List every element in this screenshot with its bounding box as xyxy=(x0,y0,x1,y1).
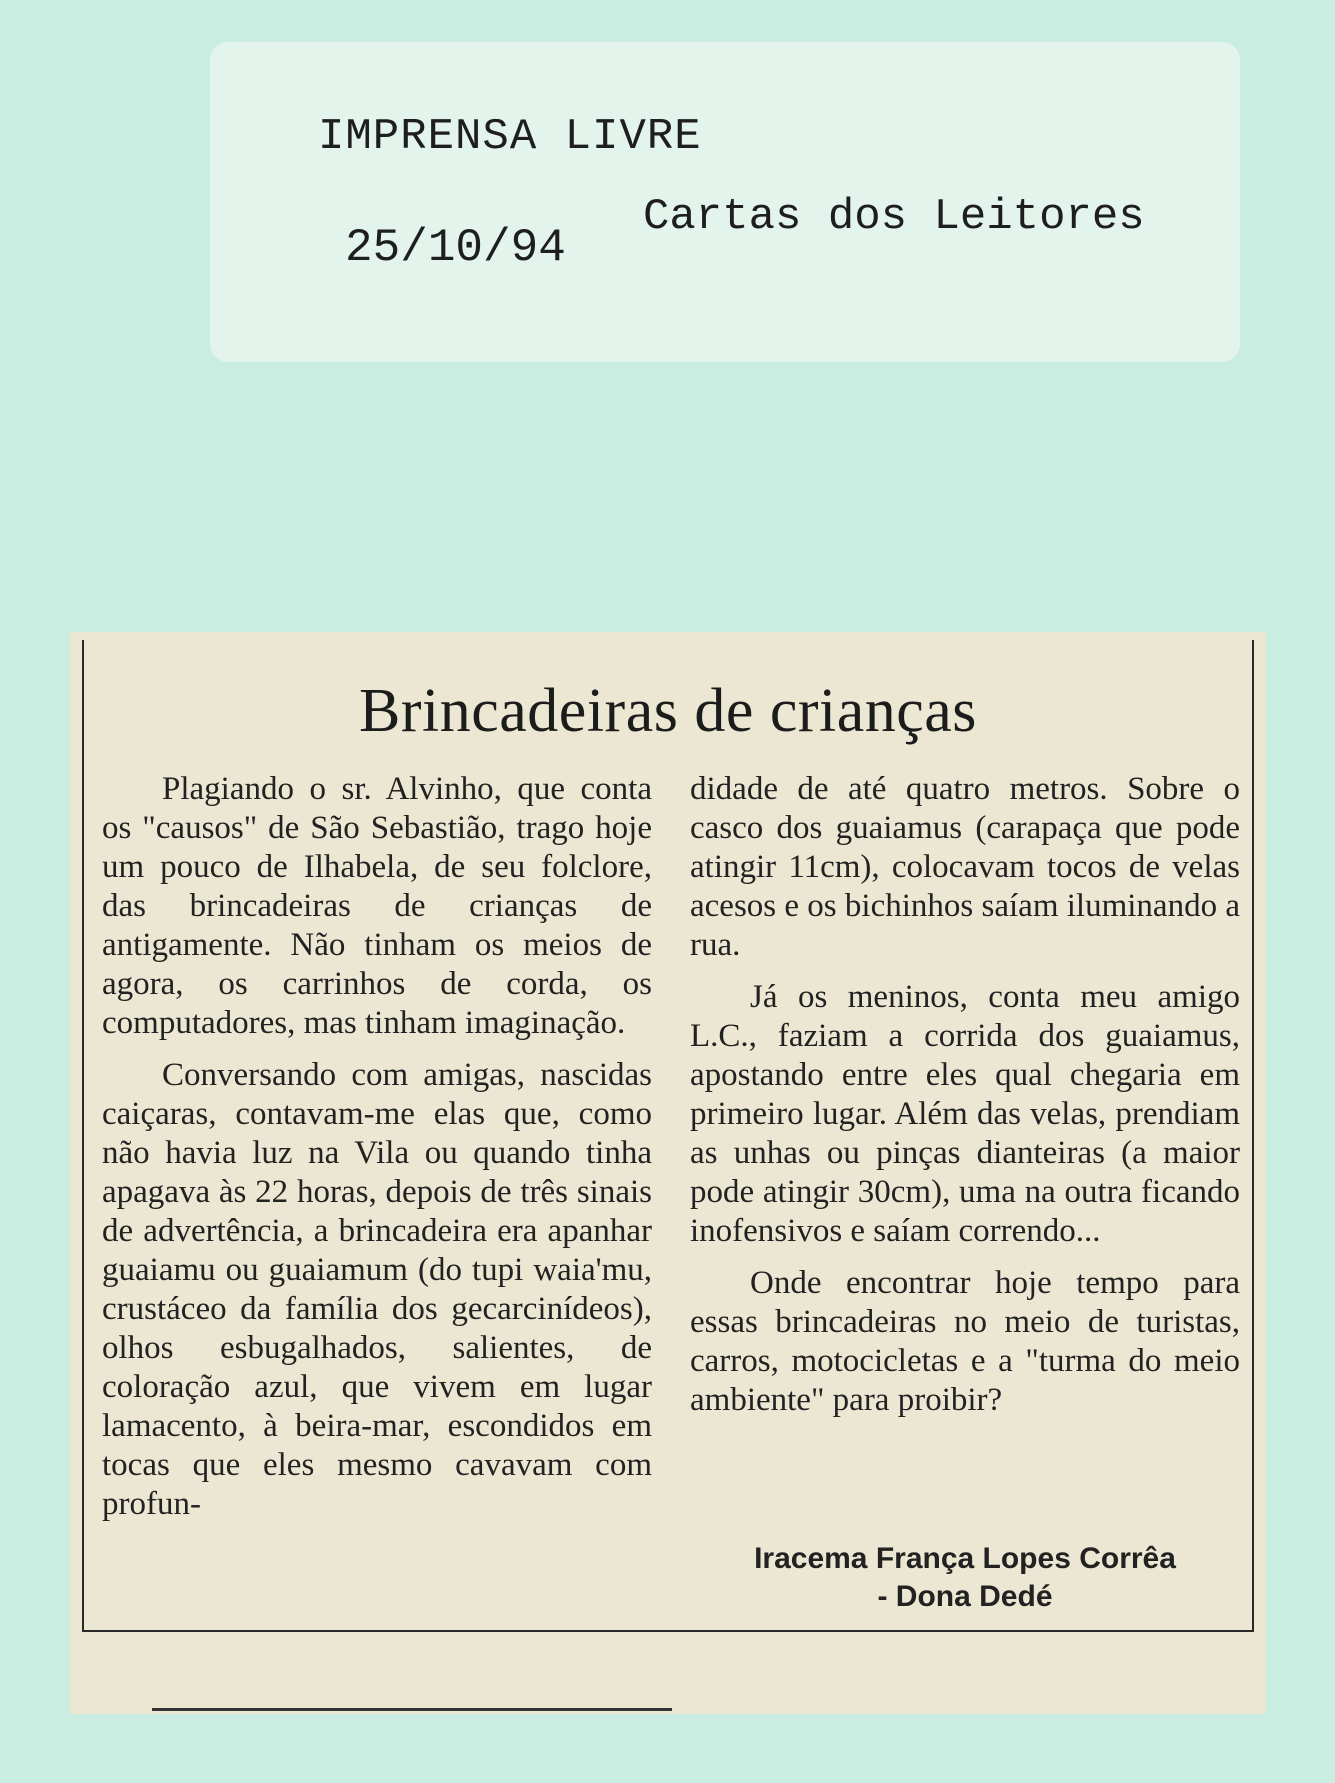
author-signature xyxy=(690,1540,1240,1616)
paragraph: Já os meninos, conta meu amigo L.C., faziam a corrida dos guaiamus, apostando entre eles qual chegaria em primeiro lugar. Além das velas, prendiam as unhas ou pinças dianteiras (a maior pode atingir 30cm), uma na outra ficando inofensivos e saíam correndo... xyxy=(690,979,1240,1249)
author-name: Iracema França Lopes Corrêa xyxy=(754,1542,1176,1575)
paragraph: Conversando com amigas, nascidas caiçaras, contavam-me elas que, como não havia luz na Vila ou quando tinha apagava às 22 horas, depois de três sinais de advertência, a brincadeira era apanhar guaiamu ou guaiamum (do tupi waia'mu, crustáceo da família dos gecarcinídeos), olhos esbugalhados, salientes, de coloração azul, que vivem em lugar lamacento, à beira-mar, escondidos em tocas que eles mesmo cavavam com profun- xyxy=(102,1057,652,1522)
article-headline: Brincadeiras de crianças xyxy=(359,677,977,745)
newspaper-name: IMPRENSA LIVRE xyxy=(318,112,702,162)
publication-date: 25/10/94 xyxy=(345,222,566,274)
right-column xyxy=(690,770,1240,1433)
newspaper-clipping xyxy=(70,632,1266,1714)
left-column xyxy=(102,770,652,1537)
bottom-rule xyxy=(152,1708,672,1711)
section-name: Cartas dos Leitores xyxy=(643,192,1145,242)
clipping-frame xyxy=(82,640,1254,1632)
paragraph: didade de até quatro metros. Sobre o casco dos guaiamus (carapaça que pode atingir 11cm), colocavam tocos de velas acesos e os bichinhos saíam iluminando a rua. xyxy=(690,771,1240,963)
paragraph: Plagiando o sr. Alvinho, que conta os "causos" de São Sebastião, trago hoje um pouco de Ilhabela, de seu folclore, das brincadeiras de crianças de antigamente. Não tinham os meios de agora, os carrinhos de corda, os computadores, mas tinham imaginação. xyxy=(102,771,652,1041)
paragraph: Onde encontrar hoje tempo para essas brincadeiras no meio de turistas, carros, motocicletas e a "turma do meio ambiente" para proibir? xyxy=(690,1265,1240,1418)
author-nickname: - Dona Dedé xyxy=(877,1580,1053,1613)
